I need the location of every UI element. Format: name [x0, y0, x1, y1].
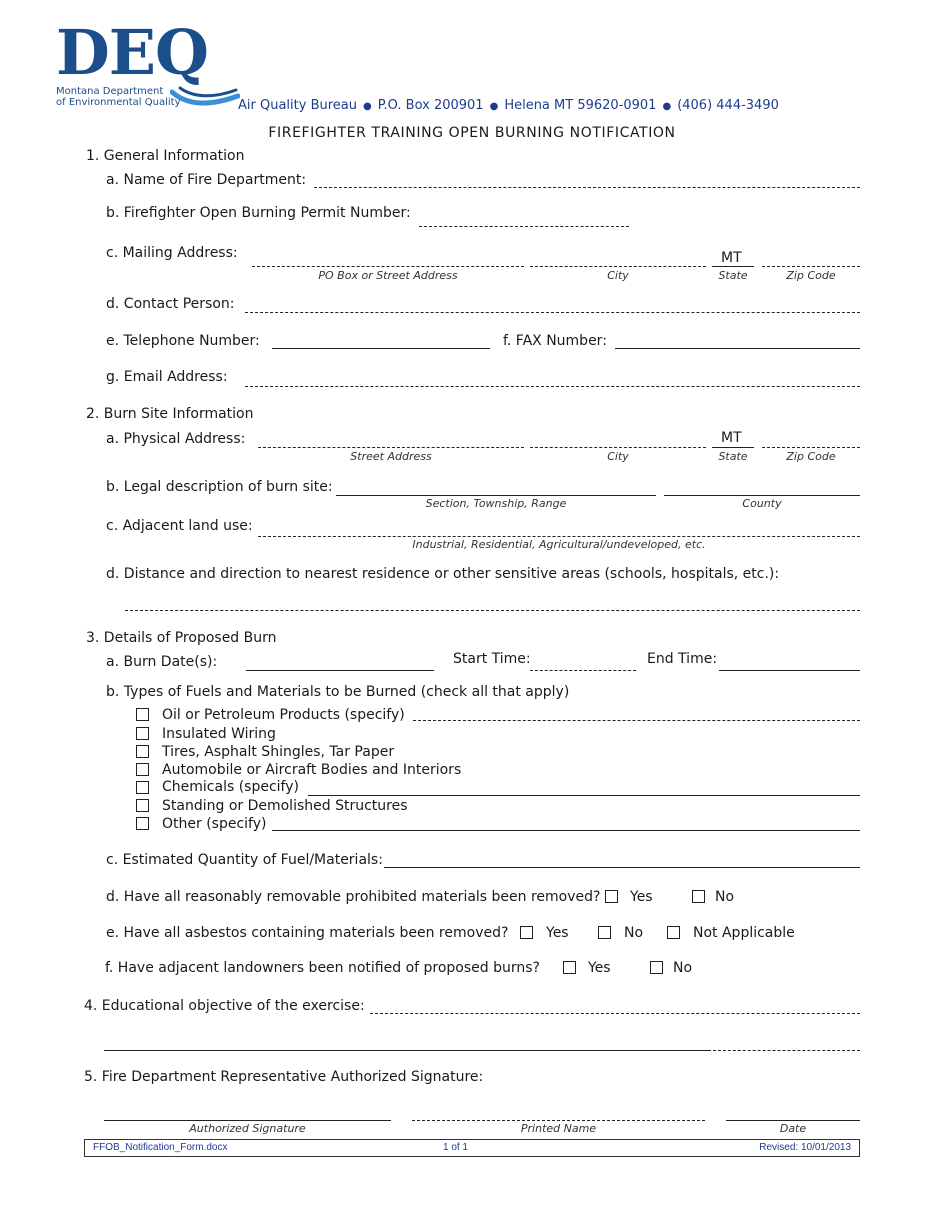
physical-address-label: a. Physical Address:	[106, 431, 246, 447]
fuel-wiring-label: Insulated Wiring	[162, 726, 276, 742]
asbestos-no-checkbox[interactable]	[598, 926, 611, 939]
asbestos-yes-label: Yes	[546, 925, 569, 941]
fuel-wiring-checkbox[interactable]	[136, 727, 149, 740]
start-time-field[interactable]	[530, 670, 636, 671]
fuel-structures-label: Standing or Demolished Structures	[162, 798, 408, 814]
educational-objective-field-1[interactable]	[370, 1013, 860, 1014]
fuel-quantity-field[interactable]	[384, 867, 860, 868]
logo-subtitle	[56, 86, 181, 108]
asbestos-removed-label: e. Have all asbestos containing materials been removed?	[106, 925, 509, 941]
footer-page-number: 1 of 1	[443, 1142, 469, 1153]
physical-street-caption: Street Address	[350, 450, 432, 463]
physical-state-field[interactable]	[712, 447, 754, 448]
telephone-field[interactable]	[272, 348, 490, 349]
physical-city-field[interactable]	[530, 447, 706, 448]
physical-street-field[interactable]	[258, 447, 524, 448]
bureau-name: Air Quality Bureau	[238, 98, 357, 113]
legal-description-caption: Section, Township, Range	[425, 497, 567, 510]
fuel-oil-checkbox[interactable]	[136, 708, 149, 721]
end-time-label: End Time:	[647, 651, 718, 667]
deq-logo	[56, 16, 209, 89]
county-field[interactable]	[664, 495, 860, 496]
signature-date-field[interactable]	[726, 1120, 860, 1121]
physical-zip-caption: Zip Code	[786, 450, 836, 463]
po-box: P.O. Box 200901	[377, 98, 484, 113]
mailing-state-value[interactable]: MT	[721, 250, 742, 266]
email-field[interactable]	[245, 386, 860, 387]
educational-objective-field-3[interactable]	[708, 1050, 860, 1051]
legal-description-label: b. Legal description of burn site:	[106, 479, 333, 495]
printed-name-caption: Printed Name	[520, 1122, 597, 1135]
county-caption: County	[742, 497, 782, 510]
permit-number-label: b. Firefighter Open Burning Permit Number:	[106, 205, 411, 221]
bullet-icon: ●	[662, 101, 672, 112]
end-time-field[interactable]	[719, 670, 860, 671]
mailing-city-field[interactable]	[530, 266, 706, 267]
printed-name-field[interactable]	[412, 1120, 705, 1121]
authorized-signature-caption: Authorized Signature	[189, 1122, 306, 1135]
fuel-chemicals-specify-field[interactable]	[308, 795, 860, 796]
date-caption: Date	[779, 1122, 807, 1135]
burn-dates-field[interactable]	[246, 670, 434, 671]
permit-number-field[interactable]	[419, 226, 629, 227]
mailing-zip-caption: Zip Code	[786, 269, 836, 282]
burn-dates-label: a. Burn Date(s):	[106, 654, 218, 670]
start-time-label: Start Time:	[453, 651, 531, 667]
telephone-label: e. Telephone Number:	[106, 333, 260, 349]
landowners-no-checkbox[interactable]	[650, 961, 663, 974]
asbestos-yes-checkbox[interactable]	[520, 926, 533, 939]
asbestos-na-checkbox[interactable]	[667, 926, 680, 939]
section1-heading: 1. General Information	[86, 148, 245, 164]
fuel-other-checkbox[interactable]	[136, 817, 149, 830]
mailing-address-label: c. Mailing Address:	[106, 245, 238, 261]
email-label: g. Email Address:	[106, 369, 228, 385]
fax-field[interactable]	[615, 348, 860, 349]
fuel-other-specify-field[interactable]	[272, 830, 860, 831]
asbestos-no-label: No	[624, 925, 644, 941]
prohibited-yes-label: Yes	[630, 889, 653, 905]
fuel-oil-label: Oil or Petroleum Products (specify)	[162, 707, 405, 723]
phone-number: (406) 444-3490	[677, 98, 779, 113]
fax-label: f. FAX Number:	[503, 333, 607, 349]
contact-person-field[interactable]	[245, 312, 860, 313]
physical-zip-field[interactable]	[762, 447, 860, 448]
bullet-icon: ●	[489, 101, 499, 112]
asbestos-na-label: Not Applicable	[693, 925, 795, 941]
physical-city-caption: City	[607, 450, 629, 463]
fuel-quantity-label: c. Estimated Quantity of Fuel/Materials:	[106, 852, 383, 868]
distance-label: d. Distance and direction to nearest residence or other sensitive areas (schools, hospitals, etc.):	[106, 566, 780, 582]
legal-description-field[interactable]	[336, 495, 656, 496]
mailing-city-caption: City	[607, 269, 629, 282]
fuel-chemicals-label: Chemicals (specify)	[162, 779, 299, 795]
bullet-icon: ●	[363, 101, 372, 112]
form-title: FIREFIGHTER TRAINING OPEN BURNING NOTIFICATION	[268, 125, 676, 141]
section2-heading: 2. Burn Site Information	[86, 406, 254, 422]
fuel-oil-specify-field[interactable]	[413, 720, 860, 721]
educational-objective-field-2[interactable]	[104, 1050, 708, 1051]
fire-department-field[interactable]	[314, 187, 860, 188]
adjacent-land-use-label: c. Adjacent land use:	[106, 518, 253, 534]
section3-heading: 3. Details of Proposed Burn	[86, 630, 277, 646]
mailing-state-caption: State	[718, 269, 748, 282]
physical-state-caption: State	[718, 450, 748, 463]
page-footer	[84, 1139, 860, 1157]
landowners-notified-label: f. Have adjacent landowners been notified of proposed burns?	[105, 960, 540, 976]
contact-person-label: d. Contact Person:	[106, 296, 235, 312]
section4-heading: 4. Educational objective of the exercise:	[84, 998, 365, 1014]
section5-heading: 5. Fire Department Representative Authorized Signature:	[84, 1069, 484, 1085]
physical-state-value[interactable]: MT	[721, 430, 742, 446]
mailing-zip-field[interactable]	[762, 266, 860, 267]
adjacent-land-use-caption: Industrial, Residential, Agricultural/undeveloped, etc.	[412, 538, 706, 551]
fuel-automobile-label: Automobile or Aircraft Bodies and Interiors	[162, 762, 462, 778]
footer-revised-date: Revised: 10/01/2013	[759, 1142, 851, 1153]
fuel-automobile-checkbox[interactable]	[136, 763, 149, 776]
city-address: Helena MT 59620-0901	[504, 98, 657, 113]
fuel-other-label: Other (specify)	[162, 816, 267, 832]
logo-text: DEQ	[56, 16, 209, 89]
mailing-street-caption: PO Box or Street Address	[318, 269, 458, 282]
fuel-types-label: b. Types of Fuels and Materials to be Burned (check all that apply)	[106, 684, 570, 700]
footer-filename: FFOB_Notification_Form.docx	[93, 1142, 228, 1153]
header-contact-info	[238, 98, 779, 113]
prohibited-no-checkbox[interactable]	[692, 890, 705, 903]
prohibited-removed-label: d. Have all reasonably removable prohibited materials been removed?	[106, 889, 601, 905]
fuel-tires-label: Tires, Asphalt Shingles, Tar Paper	[162, 744, 395, 760]
landowners-yes-label: Yes	[588, 960, 611, 976]
fuel-chemicals-checkbox[interactable]	[136, 781, 149, 794]
prohibited-yes-checkbox[interactable]	[605, 890, 618, 903]
authorized-signature-field[interactable]	[104, 1120, 391, 1121]
landowners-no-label: No	[673, 960, 693, 976]
fuel-tires-checkbox[interactable]	[136, 745, 149, 758]
logo-sub-line1: Montana Department	[56, 86, 164, 97]
logo-sub-line2: of Environmental Quality	[56, 97, 181, 108]
prohibited-no-label: No	[715, 889, 735, 905]
distance-field[interactable]	[125, 610, 860, 611]
mailing-street-field[interactable]	[252, 266, 524, 267]
landowners-yes-checkbox[interactable]	[563, 961, 576, 974]
adjacent-land-use-field[interactable]	[258, 536, 860, 537]
mailing-state-field[interactable]	[712, 266, 754, 267]
fire-department-label: a. Name of Fire Department:	[106, 172, 307, 188]
fuel-structures-checkbox[interactable]	[136, 799, 149, 812]
